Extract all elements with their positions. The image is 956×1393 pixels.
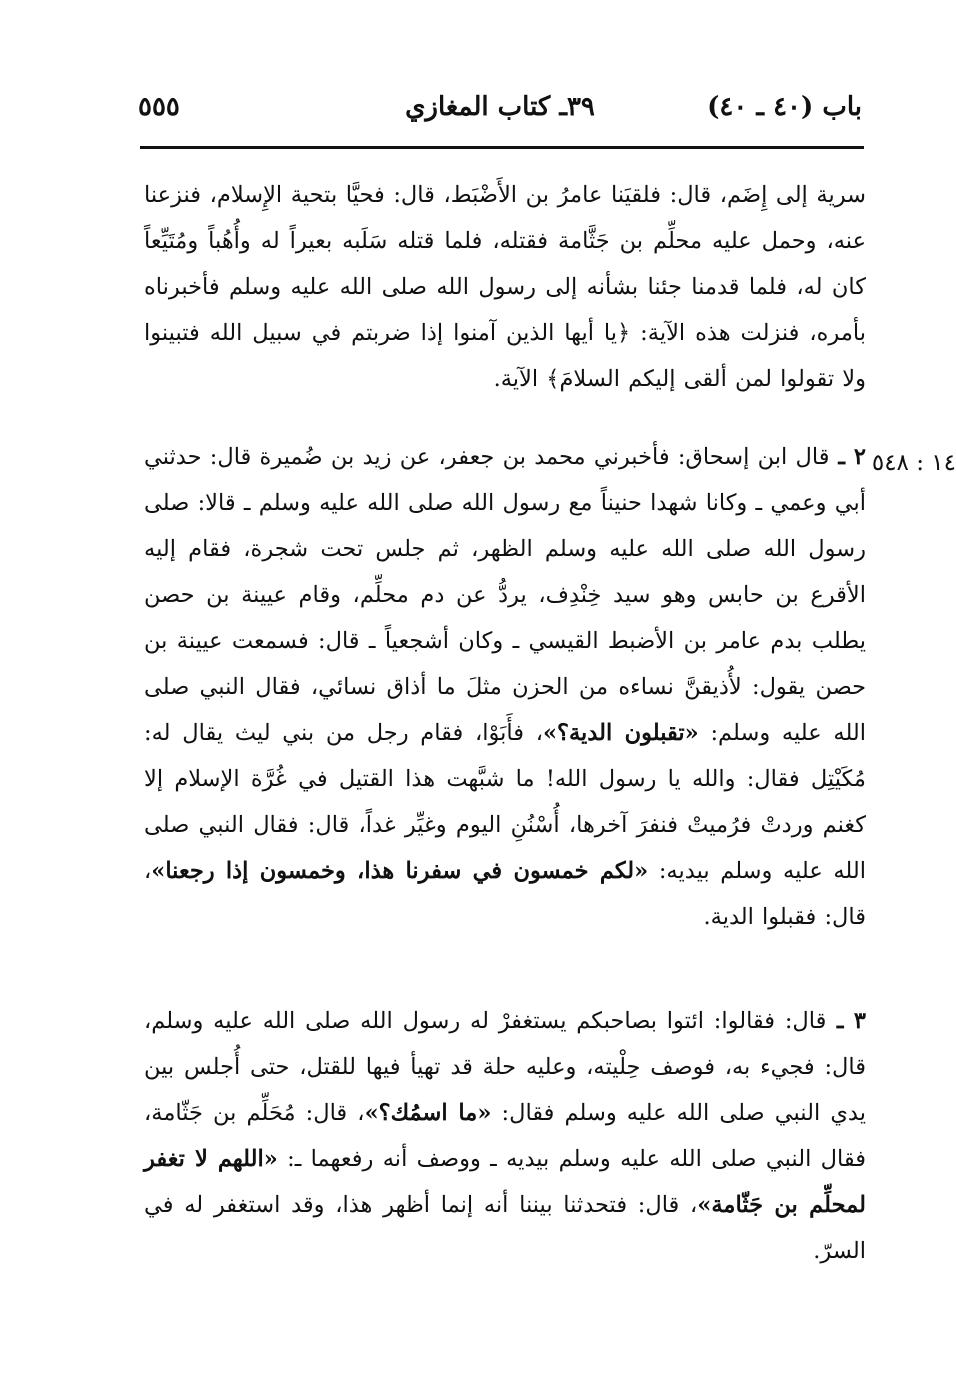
paragraph (144, 434, 866, 940)
hadith-quote: «ما اسمُك؟» (364, 1100, 492, 1126)
paragraph-text: سرية إلى إِضَم، قال: فلقيَنا عامرُ بن الأَضْبَط، قال: فحيَّا بتحية الإِسلام، فنزعنا عنه، وحمل عليه محلِّم بن جَثَّامة فقتله، فلما قتله سَلَبه بعيراً له وأُهُباً ومُتَيِّعاً كان له، فلما قدمنا جئنا بشأنه إلى رسول الله صلى الله عليه وسلم فأخبرناه بأمره، فنزلت هذه الآية: ﴿يا أيها الذين آمنوا إذا ضربتم في سبيل الله فتبينوا ولا تقولوا لمن ألقى إليكم السلامَ﴾ الآية. (144, 182, 866, 392)
running-header (138, 92, 862, 132)
book-title: ٣٩ـ كتاب المغازي (405, 92, 595, 122)
margin-reference: ١٤ : ٥٤٨ (871, 450, 956, 476)
paragraph-text: ، قال: مُحَلِّم بن جَثّامة، فقال النبي صلى الله عليه وسلم بيديه ـ ووصف أنه رفعهما ـ: (144, 1100, 867, 1172)
paragraph-text: ، فأَبَوْا، فقام رجل من بني ليث يقال له: مُكَيْتِل فقال: والله يا رسول الله! ما شبَّهت هذا القتيل في غُرَّة الإسلام إلا كغنم وردتْ فرُميتْ فنفرَ آخرها، أُسْنُنِ اليوم وغيِّر غداً، قال: فقال النبي صلى الله عليه وسلم بيديه: (144, 720, 866, 884)
hadith-quote: «لكم خمسون في سفرنا هذا، وخمسون إذا رجعنا» (151, 858, 649, 884)
page-number: ٥٥٥ (138, 92, 180, 122)
hadith-quote: «تقبلون الدية؟» (542, 720, 699, 746)
paragraph-text: ، قال: فقبلوا الدية. (144, 858, 866, 930)
paragraph-text: ، قال: فتحدثنا بيننا أنه إنما أظهر هذا، وقد استغفر له في السرّ. (144, 1192, 866, 1264)
chapter-heading: باب (٤٠ ـ ٤٠) (707, 92, 862, 122)
hadith-quote: «اللهم لا تغفر لمحلِّم بن جَثّامة» (144, 1146, 866, 1218)
paragraph-number: ٢ ـ (829, 444, 866, 470)
paragraph (144, 998, 866, 1274)
header-rule (140, 146, 864, 149)
paragraph-number: ٣ ـ (826, 1008, 866, 1034)
paragraph-text: قال ابن إسحاق: فأخبرني محمد بن جعفر، عن زيد بن ضُميرة قال: حدثني أبي وعمي ـ وكانا شهدا حنيناً مع رسول الله صلى الله عليه وسلم ـ قالا: صلى رسول الله صلى الله عليه وسلم الظهر، ثم جلس تحت شجرة، فقام إليه الأقرع بن حابس وهو سيد خِنْدِف، يردُّ عن دم محلِّم، وقام عيينة بن حصن يطلب بدم عامر بن الأضبط القيسي ـ وكان أشجعياً ـ قال: فسمعت عيينة بن حصن يقول: لأُذيقنَّ نساءه من الحزن مثلَ ما أذاق نسائي، فقال النبي صلى الله عليه وسلم: (144, 444, 867, 746)
paragraph (144, 172, 866, 402)
paragraph-text: قال: فقالوا: ائتوا بصاحبكم يستغفرْ له رسول الله صلى الله عليه وسلم، قال: فجيء به، فوصف حِلْيته، وعليه حلة قد تهيأ فيها للقتل، حتى أُجلس بين يدي النبي صلى الله عليه وسلم فقال: (144, 1008, 866, 1126)
